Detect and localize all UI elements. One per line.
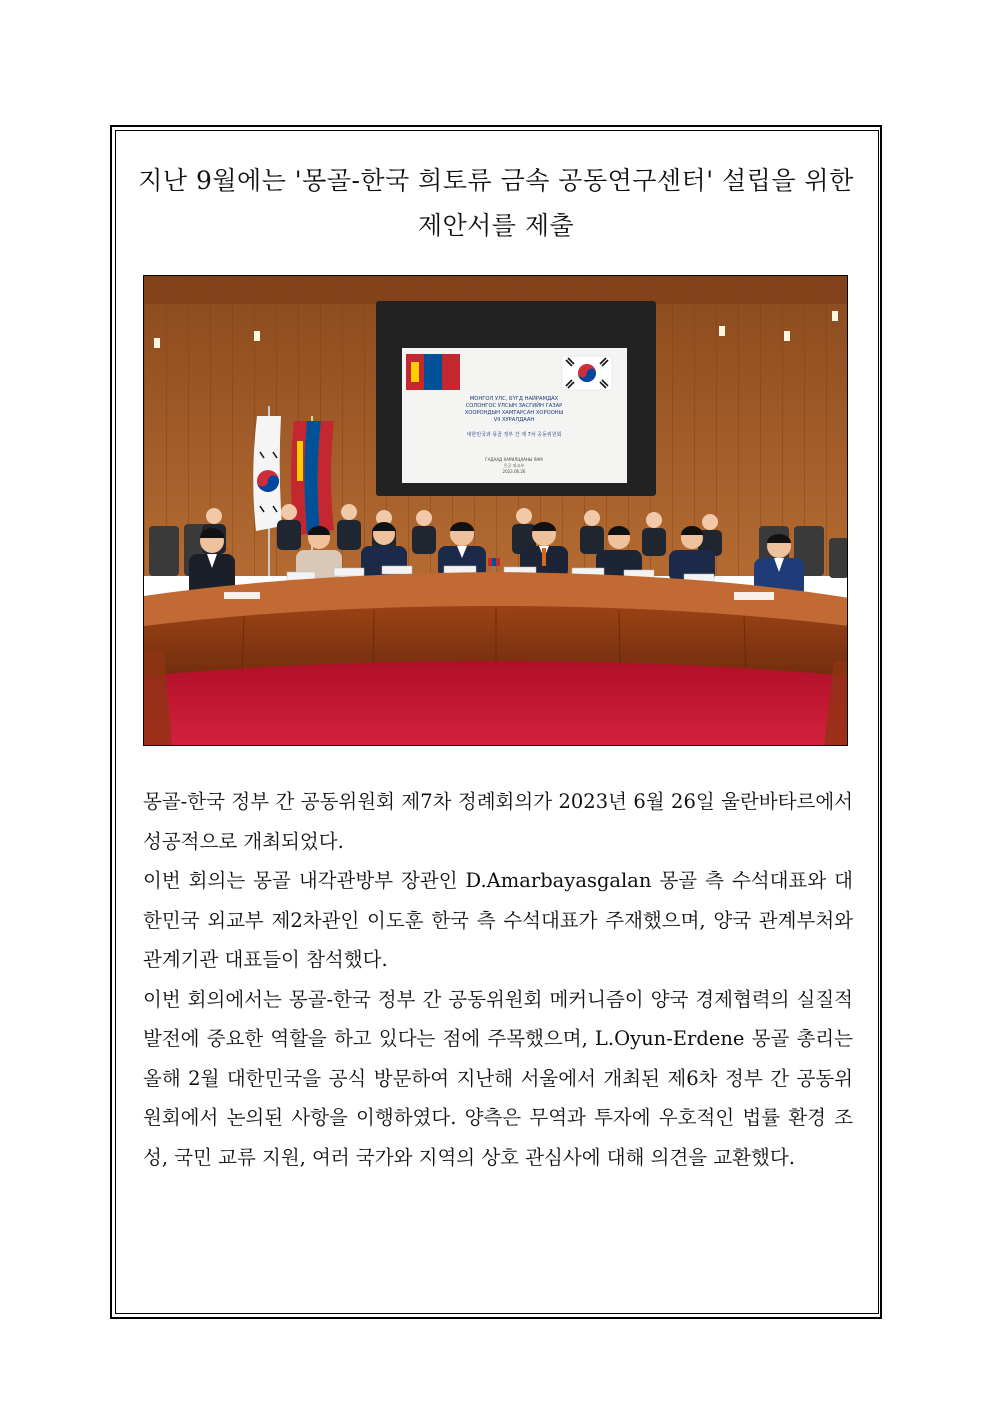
svg-text:ГАДААД ХАРИЛЦААНЫ ЯАМ: ГАДААД ХАРИЛЦААНЫ ЯАМ [485,457,543,462]
svg-text:몽골 외교부: 몽골 외교부 [503,463,525,468]
red-carpet [144,661,848,746]
screen-mongolia-flag [406,354,460,390]
svg-text:2023.06.26: 2023.06.26 [502,469,526,474]
paragraph-2: 이번 회의는 몽골 내각관방부 장관인 D.Amarbayasgalan 몽골 측 수석대표와 대한민국 외교부 제2차관인 이도훈 한국 측 수석대표가 주재했으며, 양국 관계부처와 관계기관 대표들이 참석했다. [143,869,853,971]
article-title: 지난 9월에는 '몽골-한국 희토류 금속 공동연구센터' 설립을 위한 제안서를 제출 [138,166,854,240]
paragraph-3: 이번 회의에서는 몽골-한국 정부 간 공동위원회 메커니즘이 양국 경제협력의 실질적 발전에 중요한 역할을 하고 있다는 점에 주목했으며, L.Oyun-Erdene 몽골 총리는 올해 2월 대한민국을 공식 방문하여 지난해 서울에서 개최된 제6차 정부 간 공동위원회에서 논의된 사항을 이행하였다. 양측은 무역과 투자에 우호적인 법률 환경 조성, 국민 교류 지원, 여러 국가와 지역의 상호 관심사에 대해 의견을 교환했다. [143,987,853,1169]
svg-text:대한민국과 몽골 정부 간 제 7차 공동위원회: 대한민국과 몽골 정부 간 제 7차 공동위원회 [466,432,562,438]
svg-text:ХООРОНДЫН ХАМТАРСАН ХОРООНЫ: ХООРОНДЫН ХАМТАРСАН ХОРООНЫ [464,410,564,416]
svg-text:СОЛОНГОС УЛСЫН ЗАСГИЙН ГАЗАР: СОЛОНГОС УЛСЫН ЗАСГИЙН ГАЗАР [465,403,563,409]
screen-korea-flag [562,356,612,390]
article-body [143,782,853,1177]
meeting-photo [143,275,848,746]
svg-text:VII ХУРАЛДААН: VII ХУРАЛДААН [493,417,535,423]
svg-text:МОНГОЛ УЛС, БҮГД НАЙРАМДАХ: МОНГОЛ УЛС, БҮГД НАЙРАМДАХ [469,396,559,402]
paragraph-1: 몽골-한국 정부 간 공동위원회 제7차 정례회의가 2023년 6월 26일 울란바타르에서 성공적으로 개최되었다. [143,790,853,853]
